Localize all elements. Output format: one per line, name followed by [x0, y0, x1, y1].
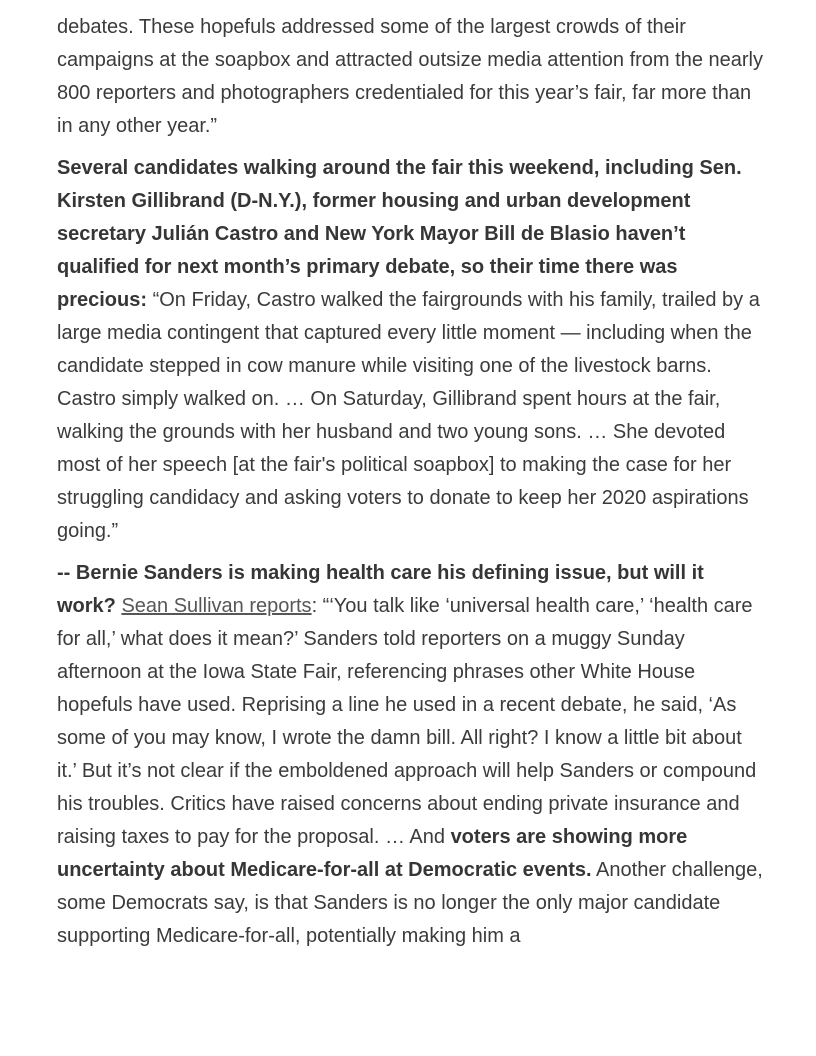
bold-text-run: -- Bernie Sanders is making health care his defining issue, but will it work?: [57, 562, 704, 617]
body-text-run: “On Friday, Castro walked the fairgrounds with his family, trailed by a large media contingent that captured every little moment — including when the candidate stepped in cow manure while visiting one of the livestock barns. Castro simply walked on. … On Saturday, Gillibrand spent hours at the fair, walking the grounds with her husband and two young sons. … She devoted most of her speech [at the fair's political soapbox] to making the case for her struggling candidacy and asking voters to donate to keep her 2020 aspirations going.”: [57, 289, 760, 542]
body-text-run: debates. These hopefuls addressed some of the largest crowds of their campaigns at the soapbox and attracted outsize media attention from the nearly 800 reporters and photographers credentialed for this year’s fair, far more than in any other year.”: [57, 16, 763, 137]
bold-text-run: voters are showing more uncertainty about Medicare-for-all at Democratic events.: [57, 826, 688, 881]
article-body: [57, 11, 764, 953]
body-text-run: Another challenge, some Democrats say, is that Sanders is no longer the only major candidate supporting Medicare-for-all, potentially making him a: [57, 859, 763, 947]
bold-text-run: Several candidates walking around the fair this weekend, including Sen. Kirsten Gillibrand (D-N.Y.), former housing and urban development secretary Julián Castro and New York Mayor Bill de Blasio haven’t qualified for next month’s primary debate, so their time there was precious:: [57, 157, 742, 311]
paragraph: [57, 11, 764, 143]
sean-sullivan-reports-link[interactable]: Sean Sullivan reports: [121, 595, 312, 617]
paragraph: [57, 152, 764, 548]
body-text-run: : “‘You talk like ‘universal health care,’ ‘health care for all,’ what does it mean?’ Sanders told reporters on a muggy Sunday afternoon at the Iowa State Fair, referencing phrases other White House hopefuls have used. Reprising a line he used in a recent debate, he said, ‘As some of you may know, I wrote the damn bill. All right? I know a little bit about it.’ But it’s not clear if the emboldened approach will help Sanders or compound his troubles. Critics have raised concerns about ending private insurance and raising taxes to pay for the proposal. … And: [57, 595, 757, 848]
paragraph: [57, 557, 764, 953]
